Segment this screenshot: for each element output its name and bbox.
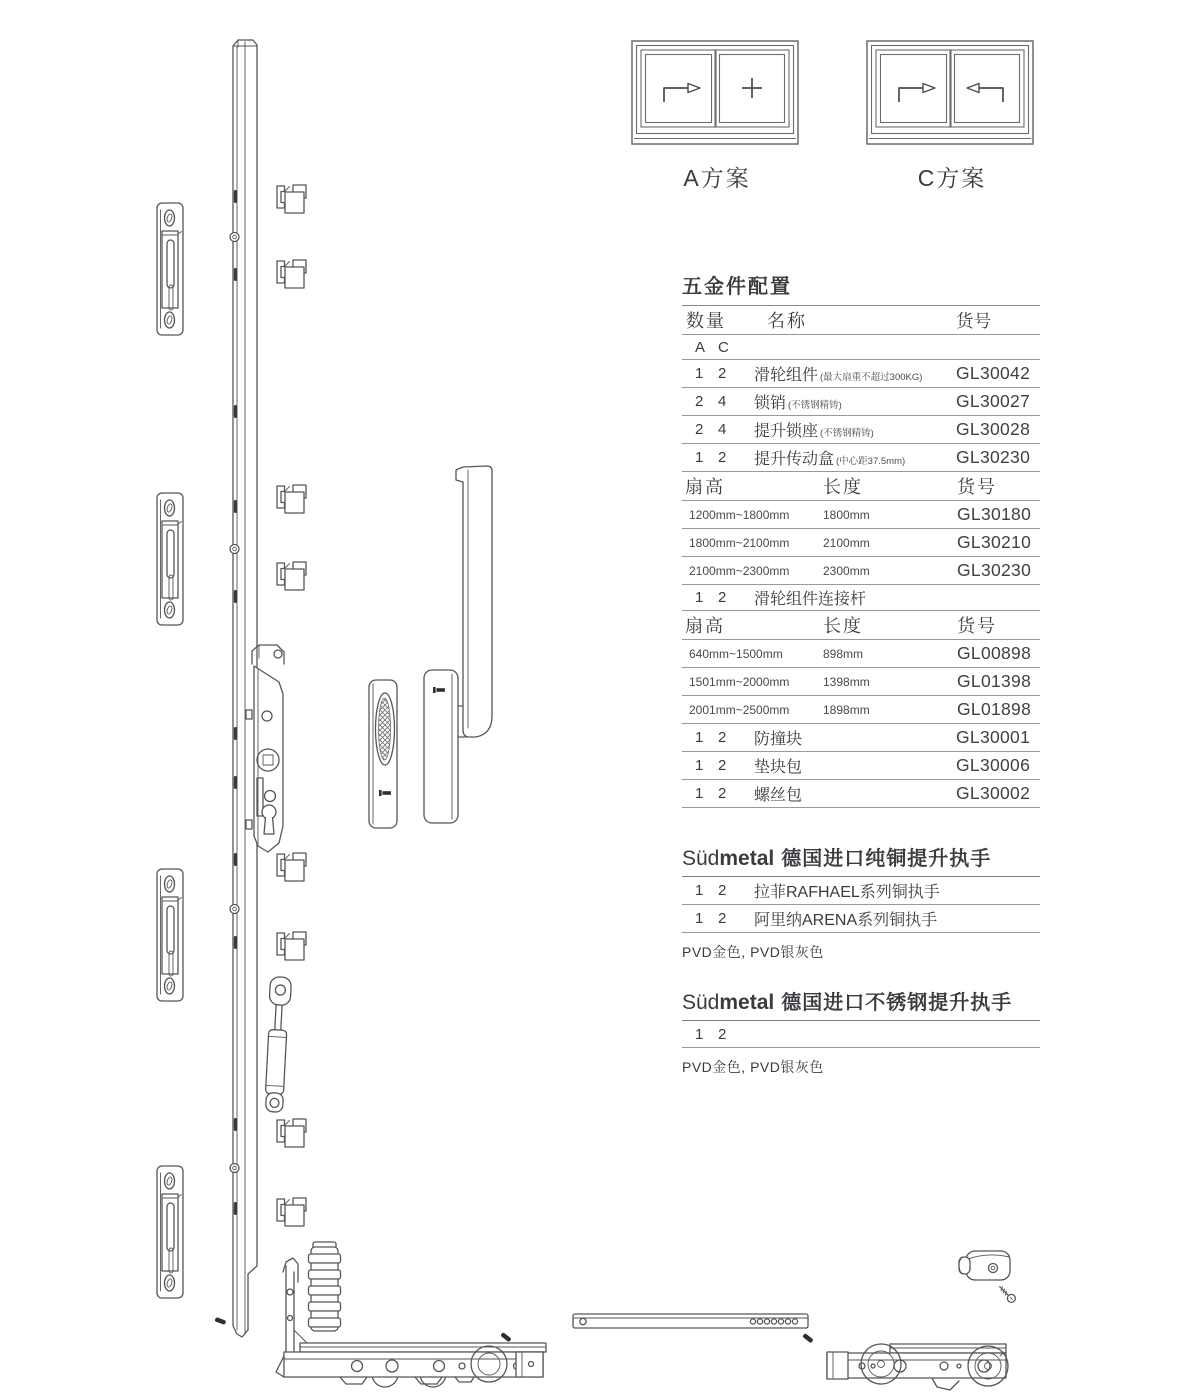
gas-spring-drawing [264,977,292,1113]
brand-name-bold: metal [719,991,775,1014]
col-c-label: C [718,338,729,356]
table-row [682,780,1040,808]
part-name: 阿里纳ARENA系列铜执手 [754,912,938,929]
size-row [682,529,1040,557]
table-row [682,752,1040,780]
qty-a: 1 [695,1025,704,1043]
strike-plate-drawing [157,203,183,335]
subheader-code: 货号 [957,616,997,636]
length-value: 1898mm [823,702,870,717]
qty-a: 1 [695,785,704,802]
bent-arrow-right-icon [899,84,935,103]
lock-pin-drawing [277,932,306,960]
qty-a: 1 [695,757,704,774]
size-row [682,501,1040,529]
connector-bar-drawing [573,1314,808,1328]
length-value: 1800mm [823,507,870,522]
qty-a: 1 [695,910,704,927]
size-row [682,696,1040,724]
section-title-text: 德国进口不锈钢提升执手 [781,992,1013,1014]
sash-height-range: 1501mm~2000mm [689,674,790,689]
table-row [682,585,1040,611]
table-row [682,877,1040,905]
table-row [682,416,1040,444]
sash-height-range: 1200mm~1800mm [689,507,790,522]
table-row [682,1021,1040,1048]
length-value: 1398mm [823,674,870,689]
subheader-code: 货号 [957,477,997,497]
part-code: GL30002 [956,783,1031,803]
qty-a: 2 [695,393,704,410]
part-code: GL00898 [957,643,1032,663]
length-value: 898mm [823,646,864,661]
lock-pin-drawing [277,485,306,513]
scheme-a-diagram [631,40,803,193]
section-title-text: 德国进口纯铜提升执手 [781,848,992,870]
qty-c: 2 [718,365,727,382]
subheader-length: 长度 [823,477,863,497]
sash-height-range: 1800mm~2100mm [689,535,790,550]
bumper-block-drawing [959,1251,1010,1280]
size-row [682,668,1040,696]
section-title [682,986,1040,1021]
brand-name-light: Süd [682,847,720,870]
part-name: 滑轮组件连接杆 [754,591,867,608]
lock-pin-drawing [277,260,306,288]
window-diagram-a [631,40,803,148]
part-name: 防撞块 [754,731,803,748]
brand-name-bold: metal [719,847,775,870]
subheader-sash-height: 扇高 [685,616,725,636]
size-row [682,640,1040,668]
table-row [682,905,1040,933]
sash-height-range: 640mm~1500mm [689,646,783,661]
size-row [682,557,1040,585]
lock-pin-drawing [277,1119,306,1147]
qty-c: 2 [718,729,727,746]
part-code: GL30006 [956,755,1031,775]
part-name: 螺丝包 [754,787,803,804]
section-title [682,842,1040,877]
part-note: (不锈钢精铸) [820,428,874,439]
bent-arrow-left-icon [967,84,1003,103]
qty-c: 2 [718,449,727,466]
scheme-c-label: C方案 [917,165,987,191]
qty-c: 2 [718,1025,727,1043]
part-name: 垫块包 [754,759,803,776]
strike-plate-drawing [157,869,183,1001]
table-row [682,360,1040,388]
subheader-sash-height: 扇高 [685,477,725,497]
part-code: GL30180 [957,504,1032,524]
sash-height-range: 2100mm~2300mm [689,563,790,578]
qty-a: 1 [695,365,704,382]
table-header-row [682,306,1040,335]
table-row [682,388,1040,416]
qty-a: 1 [695,589,704,606]
lock-pin-drawing [277,562,306,590]
qty-c: 2 [718,785,727,802]
table-row [682,444,1040,472]
strike-plate-drawing [157,493,183,625]
header-code: 货号 [956,310,992,331]
part-code: GL30028 [956,419,1031,439]
lock-pin-drawing [277,185,306,213]
part-code: GL30027 [956,391,1031,411]
subheader-length: 长度 [823,616,863,636]
finish-note: PVD金色, PVD银灰色 [682,944,824,960]
part-code: GL01398 [957,671,1032,691]
brass-handle-section [682,842,1040,962]
part-code: GL30210 [957,532,1032,552]
plus-icon [742,78,762,98]
strike-plate-drawing [157,1166,183,1298]
qty-c: 2 [718,910,727,927]
qty-c: 4 [718,393,727,410]
bent-arrow-right-icon [664,84,700,103]
lock-pin-drawing [277,853,306,881]
lock-pin-drawing [277,1198,306,1226]
part-code: GL30230 [957,560,1032,580]
pull-handle-drawing [369,680,397,828]
sash-height-range: 2001mm~2500mm [689,702,790,717]
brand-name-light: Süd [682,991,720,1014]
pin-fastener [500,1332,511,1342]
qty-c: 2 [718,757,727,774]
qty-a: 1 [695,882,704,899]
lift-handle-drawing [424,466,492,823]
part-code: GL30230 [956,447,1031,467]
qty-a: 1 [695,729,704,746]
pin-fastener [214,1317,226,1325]
screw-drawing [997,1284,1017,1304]
scheme-c-diagram [866,40,1038,193]
qty-c: 2 [718,589,727,606]
corner-drive-drawing [276,1242,546,1387]
steel-handle-section [682,986,1040,1077]
part-name: 提升锁座 (不锈钢精铸) [754,423,874,440]
part-code: GL30001 [956,727,1031,747]
pin-fastener [802,1333,813,1343]
lift-rail-drawing [230,40,257,1337]
part-note: (最大扇重不超过300KG) [820,372,923,383]
scheme-a-label: A方案 [683,165,751,191]
hardware-config-table [682,270,1040,808]
part-code: GL30042 [956,363,1031,383]
lock-gearbox-drawing [246,645,284,852]
part-note: (不锈钢精铸) [788,400,842,411]
qty-c: 4 [718,421,727,438]
length-value: 2300mm [823,563,870,578]
table-row [682,724,1040,752]
part-name: 锁销 (不锈钢精铸) [754,395,842,412]
header-qty: 数量 [686,311,726,331]
qty-a: 1 [695,449,704,466]
part-name: 滑轮组件 (最大扇重不超过300KG) [754,367,923,384]
qty-c: 2 [718,882,727,899]
col-a-label: A [695,338,706,356]
window-diagram-c [866,40,1038,148]
roller-carriage-drawing [827,1344,1008,1390]
qty-a: 2 [695,421,704,438]
length-value: 2100mm [823,535,870,550]
header-name: 名称 [767,311,807,331]
table-title: 五金件配置 [682,270,1040,306]
part-note: (中心距37.5mm) [836,456,906,467]
part-code: GL01898 [957,699,1032,719]
size-subheader-row [682,611,1040,640]
finish-note: PVD金色, PVD银灰色 [682,1059,824,1075]
size-subheader-row [682,472,1040,501]
part-name: 提升传动盒 (中心距37.5mm) [754,451,906,468]
ac-header-row [682,335,1040,360]
part-name: 拉菲RAFHAEL系列铜执手 [754,884,940,901]
